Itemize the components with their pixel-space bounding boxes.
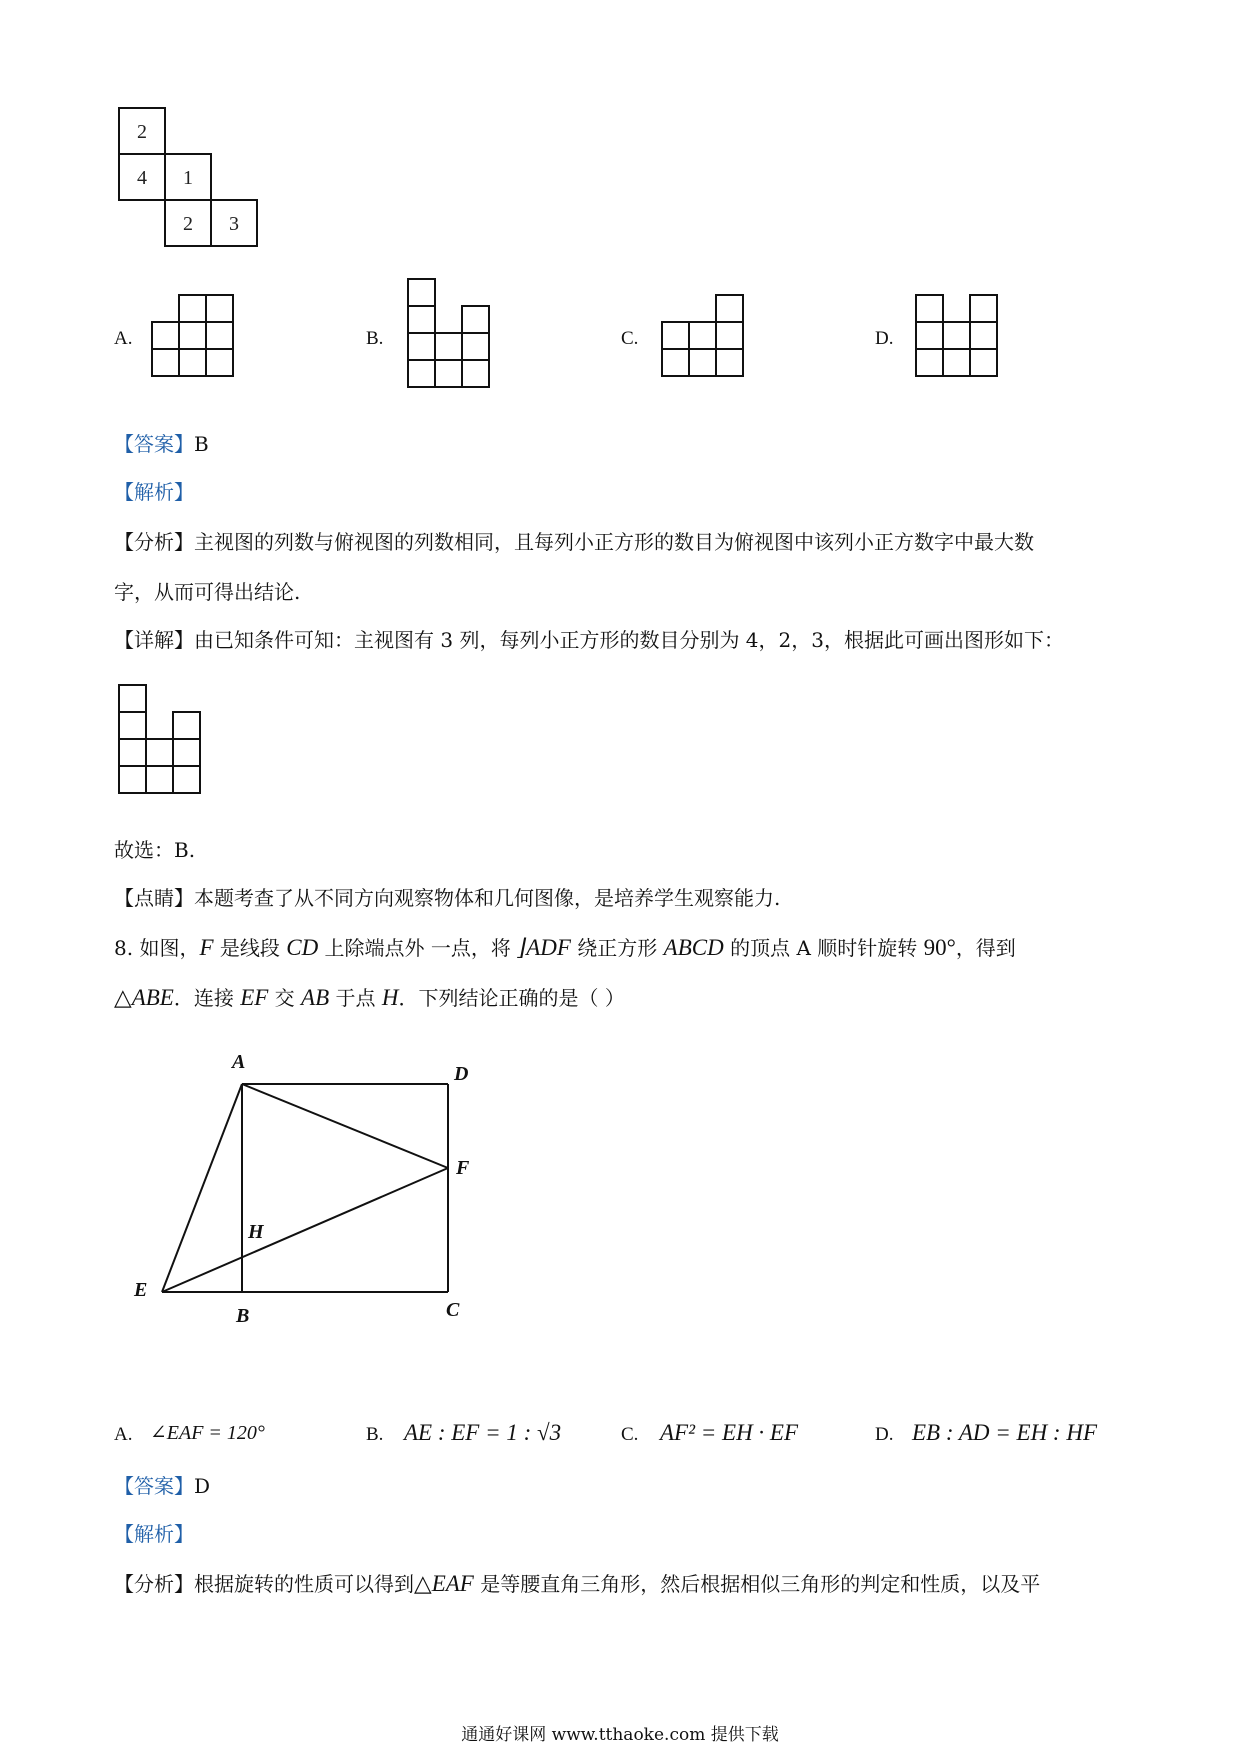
q8-math: AB — [301, 985, 330, 1010]
answer-value: B — [194, 432, 209, 456]
grid-cell — [408, 279, 435, 306]
q8-option-b-label: B. — [366, 1424, 384, 1445]
q7-option-d-label: D. — [875, 328, 894, 349]
grid-cell — [146, 766, 173, 793]
q8-math: F — [199, 935, 214, 960]
grid-cell — [716, 322, 743, 349]
grid-cell — [206, 295, 233, 322]
q7-answer — [114, 430, 209, 458]
q8-text: ．下列结论正确的是（ ） — [398, 986, 625, 1010]
label-b: B — [236, 1305, 250, 1327]
fenxi-tag: 【分析】 — [114, 530, 194, 554]
page-footer: 通通好课网 www.tthaoke.com 提供下载 — [461, 1725, 779, 1745]
grid-cell — [119, 685, 146, 712]
fenxi-text: 是等腰直角三角形，然后根据相似三角形的判定和性质，以及平 — [473, 1572, 1041, 1596]
grid-cell — [173, 712, 200, 739]
fenxi-tag: 【分析】 — [114, 1572, 194, 1596]
q8-math: ABCD — [663, 935, 724, 960]
q8-text: 绕正方形 — [570, 936, 664, 960]
top-view-number: 2 — [137, 121, 147, 143]
grid-cell — [435, 333, 462, 360]
grid-cell — [689, 322, 716, 349]
top-view-number: 4 — [137, 167, 147, 189]
label-c: C — [446, 1299, 460, 1321]
q7-guxuan: 故选：B. — [114, 838, 196, 862]
q7-analysis-tag: 【解析】 — [114, 480, 194, 504]
grid-cell — [408, 360, 435, 387]
grid-cell — [662, 322, 689, 349]
q8-fenxi — [114, 1570, 1040, 1598]
grid-cell — [916, 349, 943, 376]
segment-ae — [162, 1084, 242, 1292]
grid-cell — [970, 349, 997, 376]
grid-cell — [152, 322, 179, 349]
grid-cell — [970, 295, 997, 322]
q8-math: 90° — [923, 935, 956, 960]
q7-option-d-grid — [915, 294, 1008, 387]
grid-cell — [943, 349, 970, 376]
grid-cell — [119, 712, 146, 739]
q7-xiangjie — [114, 626, 1064, 654]
grid-cell — [179, 349, 206, 376]
q8-question-line1 — [114, 934, 1016, 962]
label-d: D — [454, 1063, 469, 1085]
q8-text: 的顶点 A 顺时针旋转 — [723, 936, 924, 960]
q7-fenxi-line1 — [114, 528, 1034, 556]
grid-cell — [462, 306, 489, 333]
q8-option-c-math: AF² = EH · EF — [660, 1420, 799, 1445]
fenxi-math: △EAF — [414, 1571, 474, 1596]
grid-cell — [462, 333, 489, 360]
fenxi-text: 根据旋转的性质可以得到 — [194, 1572, 414, 1596]
q7-dianjing — [114, 884, 780, 912]
q8-text: 上除端点外 一点，将 — [318, 936, 518, 960]
grid-cell — [408, 333, 435, 360]
q7-option-b-label: B. — [366, 328, 384, 349]
q8-question-line2 — [114, 984, 625, 1012]
grid-cell — [408, 306, 435, 333]
q8-text: 如图， — [139, 936, 200, 960]
q8-math: CD — [286, 935, 319, 960]
grid-cell — [916, 295, 943, 322]
q8-option-d-label: D. — [875, 1424, 894, 1445]
q8-geometry-figure — [120, 1040, 500, 1330]
q8-text: 是线段 — [213, 936, 287, 960]
grid-cell — [916, 322, 943, 349]
q8-text: 于点 — [329, 986, 382, 1010]
q8-text: ，得到 — [955, 936, 1016, 960]
xiangjie-text: 由已知条件可知：主视图有 3 列，每列小正方形的数目分别为 4，2，3，根据此可画出图形如下： — [194, 628, 1064, 652]
q8-option-d-math: EB : AD = EH : HF — [912, 1420, 1097, 1445]
dianjing-text: 本题考查了从不同方向观察物体和几何图像，是培养学生观察能力. — [194, 886, 781, 910]
answer-tag: 【答案】 — [114, 432, 194, 456]
q8-math: ⌋ADF — [517, 935, 571, 960]
q8-analysis-tag: 【解析】 — [114, 1522, 194, 1546]
answer-tag: 【答案】 — [114, 1474, 194, 1498]
segment-af — [242, 1084, 448, 1168]
grid-cell — [689, 349, 716, 376]
q8-number: 8. — [114, 936, 134, 960]
q8-option-a-math: ∠EAF = 120° — [150, 1422, 265, 1444]
answer-value: D — [194, 1474, 211, 1498]
q8-answer — [114, 1472, 210, 1500]
grid-cell — [119, 739, 146, 766]
label-e: E — [134, 1279, 148, 1301]
q7-option-c-label: C. — [621, 328, 639, 349]
grid-cell — [152, 349, 179, 376]
q8-option-c-label: C. — [621, 1424, 639, 1445]
q7-solution-grid — [118, 684, 210, 808]
q7-option-a-grid — [151, 294, 244, 387]
q8-math: EF — [240, 985, 269, 1010]
q8-text: 交 — [268, 986, 302, 1010]
dianjing-tag: 【点睛】 — [114, 886, 194, 910]
label-f: F — [456, 1157, 470, 1179]
q8-text: ．连接 — [173, 986, 241, 1010]
q8-math: H — [381, 985, 399, 1010]
q8-option-b-math: AE : EF = 1 : √3 — [404, 1420, 562, 1445]
grid-cell — [173, 739, 200, 766]
grid-cell — [970, 322, 997, 349]
grid-cell — [943, 322, 970, 349]
grid-cell — [716, 349, 743, 376]
top-view-number: 2 — [183, 213, 193, 235]
q7-option-b-grid — [407, 278, 500, 402]
top-view-grid — [118, 107, 260, 249]
grid-cell — [206, 322, 233, 349]
top-view-number: 1 — [183, 167, 193, 189]
q7-fenxi-line2: 字，从而可得出结论. — [114, 580, 301, 604]
q7-option-c-grid — [661, 294, 754, 387]
top-view-number: 3 — [229, 213, 239, 235]
grid-cell — [662, 349, 689, 376]
q7-option-a-label: A. — [114, 328, 133, 349]
grid-cell — [462, 360, 489, 387]
grid-cell — [179, 295, 206, 322]
label-a: A — [232, 1051, 246, 1073]
grid-cell — [435, 360, 462, 387]
xiangjie-tag: 【详解】 — [114, 628, 194, 652]
q8-math: △ABE — [114, 985, 174, 1010]
segment-ef — [162, 1168, 448, 1292]
grid-cell — [119, 766, 146, 793]
grid-cell — [173, 766, 200, 793]
fenxi-text: 主视图的列数与俯视图的列数相同，且每列小正方形的数目为俯视图中该列小正方数字中最大数 — [194, 530, 1034, 554]
grid-cell — [146, 739, 173, 766]
grid-cell — [179, 322, 206, 349]
grid-cell — [206, 349, 233, 376]
label-h: H — [248, 1221, 264, 1243]
grid-cell — [716, 295, 743, 322]
q8-option-a-label: A. — [114, 1424, 133, 1445]
